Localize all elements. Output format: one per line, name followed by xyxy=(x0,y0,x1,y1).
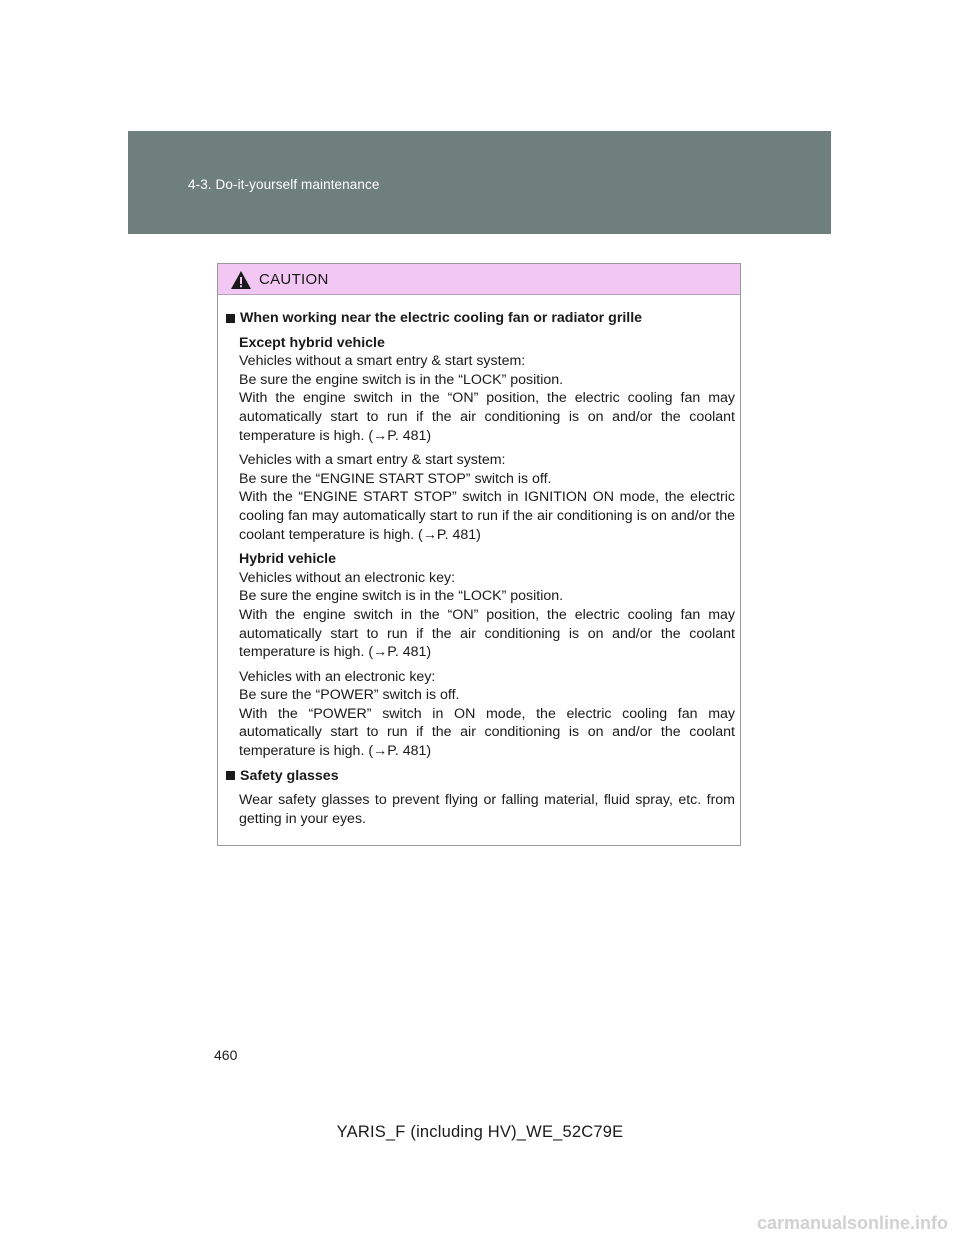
square-bullet-icon xyxy=(226,771,235,780)
paragraph-line: Vehicles with a smart entry & start system: xyxy=(239,452,506,469)
paragraph-line: Be sure the “POWER” switch is off. xyxy=(239,687,460,704)
paragraph-line: With the engine switch in the “ON” position, the electric cooling fan may automatically start to run if the air conditioning is on and/or the coolant temperature is high. (→P. 481) xyxy=(239,390,735,444)
paragraph-line: Vehicles without a smart entry & start system: xyxy=(239,353,526,370)
caution-title: CAUTION xyxy=(259,271,329,288)
paragraph-line: Vehicles with an electronic key: xyxy=(239,668,436,685)
section-heading-safety-glasses xyxy=(226,767,735,786)
caution-body xyxy=(218,295,740,828)
section-content-cooling-fan xyxy=(226,334,735,761)
section-heading-cooling-fan xyxy=(226,309,735,328)
paragraph-line: With the “POWER” switch in ON mode, the electric cooling fan may automatically start to run if the air conditioning is on and/or the coolant temperature is high. (→P. 481) xyxy=(239,705,735,760)
paragraph-line: Wear safety glasses to prevent flying or falling material, fluid spray, etc. from getting in your eyes. xyxy=(239,792,735,827)
warning-triangle-icon xyxy=(230,270,252,290)
section-heading-text: When working near the electric cooling fan or radiator grille xyxy=(240,310,643,326)
watermark[interactable]: carmanualsonline.info xyxy=(756,1213,948,1233)
page-number: 460 xyxy=(214,1047,238,1063)
paragraph-except-hybrid xyxy=(239,334,735,446)
document-footer: YARIS_F (including HV)_WE_52C79E xyxy=(336,1123,624,1141)
section-header-band xyxy=(128,131,831,234)
paragraph-safety-glasses xyxy=(239,791,735,828)
paragraph-line: Vehicles without an electronic key: xyxy=(239,569,456,586)
paragraph-line: Be sure the engine switch is in the “LOCK” position. xyxy=(239,588,564,605)
paragraph-line: Be sure the engine switch is in the “LOCK” position. xyxy=(239,371,564,388)
section-title: 4-3. Do-it-yourself maintenance xyxy=(188,177,380,192)
paragraph-line: With the “ENGINE START STOP” switch in IGNITION ON mode, the electric cooling fan may automatically start to run if the air conditioning is on and/or the coolant temperature is high. (→P. 481) xyxy=(239,489,735,543)
paragraph-line: With the engine switch in the “ON” position, the electric cooling fan may automatically start to run if the air conditioning is on and/or the coolant temperature is high. (→P. 481) xyxy=(239,606,735,661)
square-bullet-icon xyxy=(226,314,235,323)
paragraph-smart-entry xyxy=(239,451,735,544)
paragraph-hybrid xyxy=(239,550,735,662)
caution-header xyxy=(218,264,740,295)
paragraph-electronic-key xyxy=(239,668,735,761)
subtitle-hybrid: Hybrid vehicle xyxy=(239,551,336,568)
subtitle-except-hybrid: Except hybrid vehicle xyxy=(239,334,385,351)
caution-box xyxy=(217,263,741,846)
paragraph-line: Be sure the “ENGINE START STOP” switch is off. xyxy=(239,470,552,487)
section-content-safety-glasses xyxy=(226,791,735,828)
section-heading-text: Safety glasses xyxy=(240,767,339,784)
